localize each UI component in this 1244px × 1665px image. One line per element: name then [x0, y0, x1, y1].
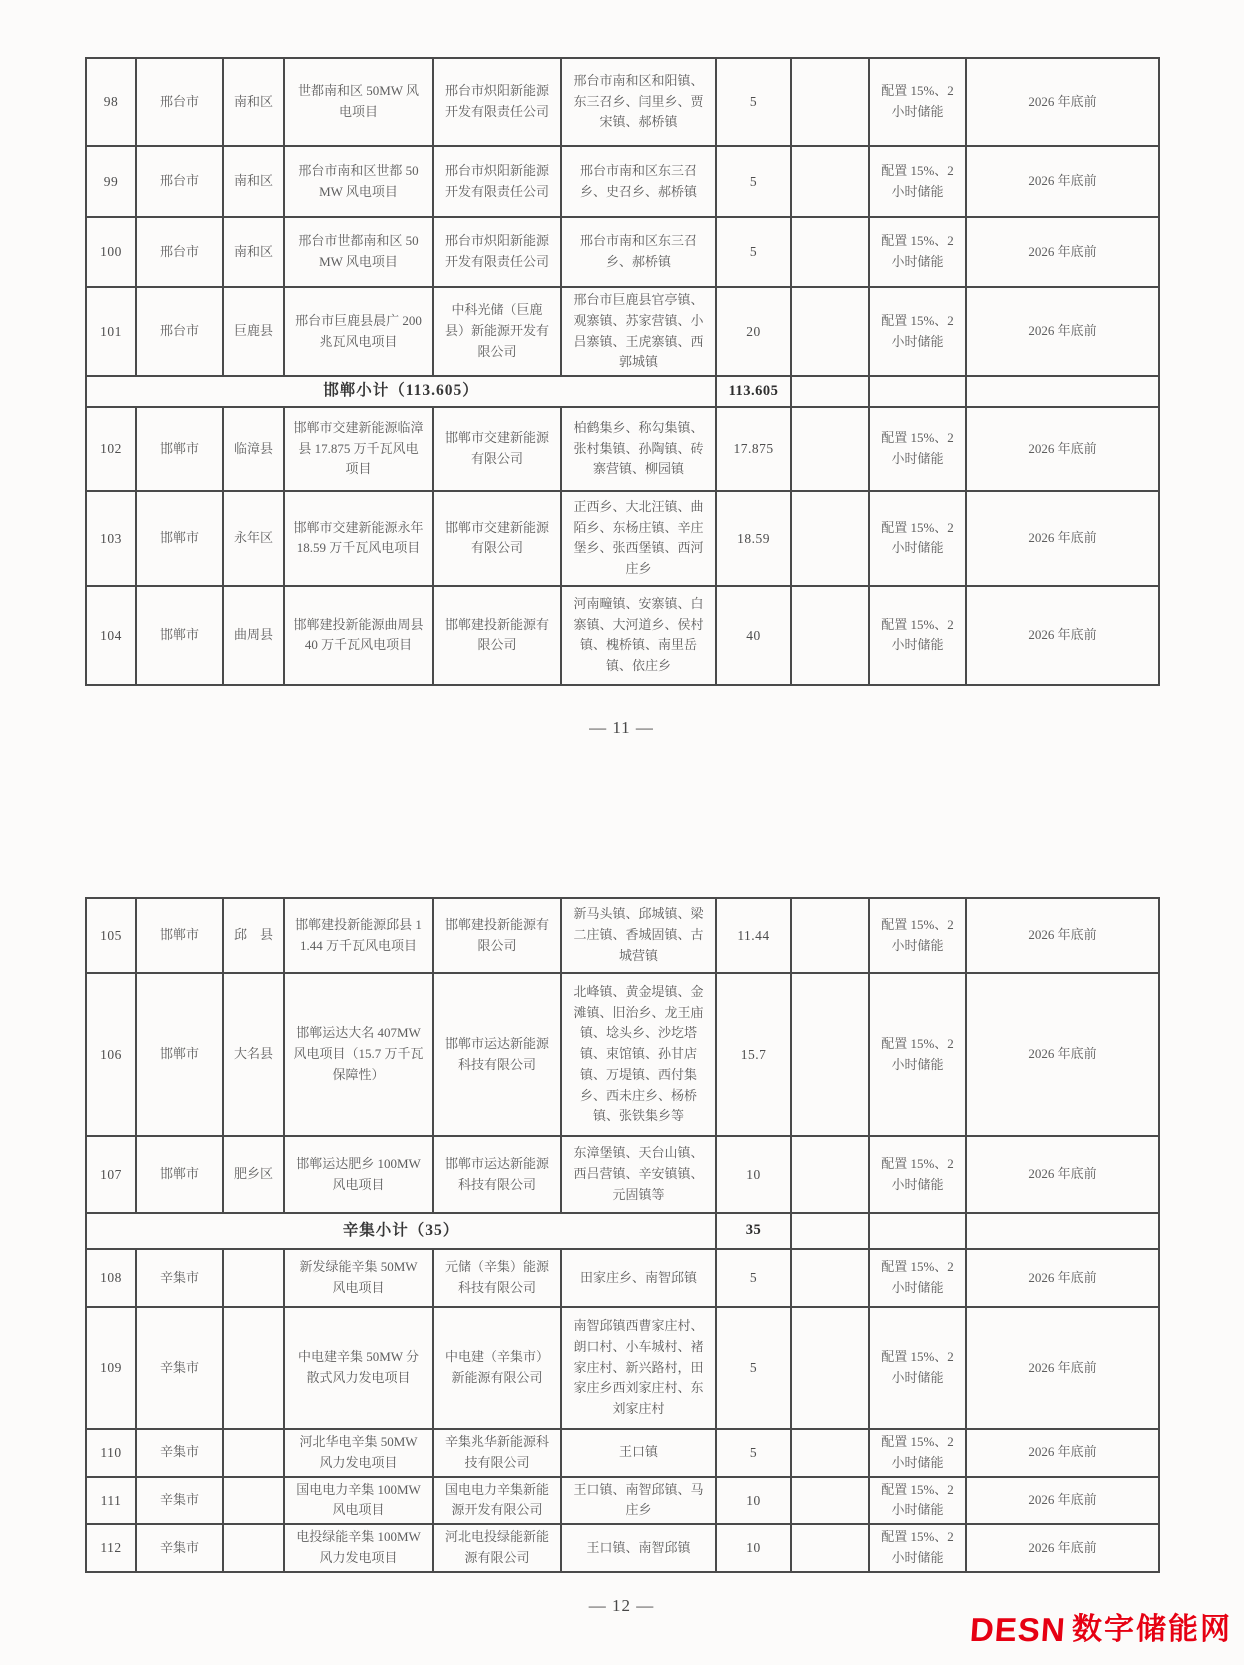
cell-county: 南和区 [223, 146, 284, 217]
cell-townships: 邢台市南和区和阳镇、东三召乡、闫里乡、贾宋镇、郝桥镇 [561, 58, 716, 146]
cell-capacity: 10 [716, 1524, 791, 1572]
cell-deadline: 2026 年底前 [966, 586, 1159, 685]
cell-capacity: 40 [716, 586, 791, 685]
cell-townships: 王口镇、南智邱镇、马庄乡 [561, 1477, 716, 1525]
cell-subtotal-label: 辛集小计（35） [86, 1213, 716, 1249]
cell-storage: 配置 15%、2 小时储能 [869, 1477, 966, 1525]
cell-townships: 南智邱镇西曹家庄村、朗口村、小车城村、褚家庄村、新兴路村，田家庄乡西刘家庄村、东刘家庄村 [561, 1307, 716, 1429]
cell-deadline [966, 376, 1159, 407]
cell-no: 108 [86, 1249, 136, 1307]
cell-deadline: 2026 年底前 [966, 407, 1159, 491]
cell-storage: 配置 15%、2 小时储能 [869, 217, 966, 287]
cell-storage: 配置 15%、2 小时储能 [869, 1429, 966, 1477]
cell-county [223, 1307, 284, 1429]
cell-project: 电投绿能辛集 100MW 风力发电项目 [284, 1524, 433, 1572]
cell-capacity: 15.7 [716, 973, 791, 1136]
cell-empty [791, 1429, 869, 1477]
cell-county [223, 1524, 284, 1572]
cell-no: 105 [86, 898, 136, 973]
cell-project: 邢台市巨鹿县晨广 200 兆瓦风电项目 [284, 287, 433, 376]
cell-no: 110 [86, 1429, 136, 1477]
cell-county: 临漳县 [223, 407, 284, 491]
cell-storage: 配置 15%、2 小时储能 [869, 146, 966, 217]
cell-storage: 配置 15%、2 小时储能 [869, 1136, 966, 1213]
cell-empty [791, 898, 869, 973]
cell-city: 辛集市 [136, 1477, 223, 1525]
cell-capacity: 17.875 [716, 407, 791, 491]
cell-deadline: 2026 年底前 [966, 1429, 1159, 1477]
cell-subtotal-label: 邯郸小计（113.605） [86, 376, 716, 407]
table-row [86, 407, 1159, 491]
cell-county: 巨鹿县 [223, 287, 284, 376]
table-row [86, 973, 1159, 1136]
cell-county: 曲周县 [223, 586, 284, 685]
cell-project: 邢台市南和区世都 50MW 风电项目 [284, 146, 433, 217]
cell-county: 邱 县 [223, 898, 284, 973]
cell-company: 邯郸市运达新能源科技有限公司 [433, 1136, 561, 1213]
cell-townships: 新马头镇、邱城镇、梁二庄镇、香城固镇、古城营镇 [561, 898, 716, 973]
logo-abbr: DESN [969, 1611, 1068, 1648]
cell-capacity: 5 [716, 217, 791, 287]
cell-deadline: 2026 年底前 [966, 898, 1159, 973]
cell-city: 邢台市 [136, 146, 223, 217]
wind-projects-table-page-11 [85, 57, 1160, 686]
cell-deadline [966, 1213, 1159, 1249]
cell-city: 辛集市 [136, 1249, 223, 1307]
cell-no: 106 [86, 973, 136, 1136]
logo-text: 数字储能网 [1072, 1613, 1232, 1646]
wind-projects-table-page-12 [85, 897, 1160, 1573]
cell-no: 99 [86, 146, 136, 217]
cell-capacity: 35 [716, 1213, 791, 1249]
cell-project: 新发绿能辛集 50MW 风电项目 [284, 1249, 433, 1307]
cell-project: 邯郸运达肥乡 100MW 风电项目 [284, 1136, 433, 1213]
cell-capacity: 20 [716, 287, 791, 376]
cell-empty [791, 1213, 869, 1249]
cell-county: 大名县 [223, 973, 284, 1136]
site-logo [970, 1604, 1232, 1649]
cell-city: 邯郸市 [136, 898, 223, 973]
cell-capacity: 5 [716, 1307, 791, 1429]
cell-townships: 邢台市巨鹿县官亭镇、观寨镇、苏家营镇、小吕寨镇、王虎寨镇、西郭城镇 [561, 287, 716, 376]
cell-townships: 河南疃镇、安寨镇、白寨镇、大河道乡、侯村镇、槐桥镇、南里岳镇、依庄乡 [561, 586, 716, 685]
cell-no: 103 [86, 491, 136, 586]
cell-townships: 田家庄乡、南智邱镇 [561, 1249, 716, 1307]
cell-empty [791, 1524, 869, 1572]
cell-deadline: 2026 年底前 [966, 1477, 1159, 1525]
cell-city: 邯郸市 [136, 407, 223, 491]
cell-city: 辛集市 [136, 1524, 223, 1572]
cell-deadline: 2026 年底前 [966, 58, 1159, 146]
cell-county: 南和区 [223, 58, 284, 146]
cell-storage: 配置 15%、2 小时储能 [869, 58, 966, 146]
cell-no: 104 [86, 586, 136, 685]
cell-project: 中电建辛集 50MW 分散式风力发电项目 [284, 1307, 433, 1429]
cell-county [223, 1429, 284, 1477]
cell-deadline: 2026 年底前 [966, 973, 1159, 1136]
cell-empty [791, 287, 869, 376]
table-row [86, 58, 1159, 146]
cell-project: 河北华电辛集 50MW 风力发电项目 [284, 1429, 433, 1477]
cell-project: 国电电力辛集 100MW 风电项目 [284, 1477, 433, 1525]
cell-storage: 配置 15%、2 小时储能 [869, 1524, 966, 1572]
cell-project: 邯郸建投新能源邱县 11.44 万千瓦风电项目 [284, 898, 433, 973]
cell-storage [869, 376, 966, 407]
cell-county [223, 1477, 284, 1525]
cell-storage: 配置 15%、2 小时储能 [869, 1249, 966, 1307]
cell-project: 世都南和区 50MW 风电项目 [284, 58, 433, 146]
cell-project: 邯郸运达大名 407MW 风电项目（15.7 万千瓦保障性） [284, 973, 433, 1136]
cell-deadline: 2026 年底前 [966, 491, 1159, 586]
cell-townships: 正西乡、大北汪镇、曲陌乡、东杨庄镇、辛庄堡乡、张西堡镇、西河庄乡 [561, 491, 716, 586]
cell-empty [791, 376, 869, 407]
cell-county: 肥乡区 [223, 1136, 284, 1213]
cell-company: 邯郸市运达新能源科技有限公司 [433, 973, 561, 1136]
table-row [86, 1429, 1159, 1477]
table-row [86, 1136, 1159, 1213]
cell-empty [791, 146, 869, 217]
cell-company: 邢台市炽阳新能源开发有限责任公司 [433, 58, 561, 146]
cell-capacity: 11.44 [716, 898, 791, 973]
cell-company: 中电建（辛集市）新能源有限公司 [433, 1307, 561, 1429]
table-row [86, 217, 1159, 287]
table-row [86, 146, 1159, 217]
cell-storage: 配置 15%、2 小时储能 [869, 898, 966, 973]
cell-no: 109 [86, 1307, 136, 1429]
cell-project: 邯郸市交建新能源临漳县 17.875 万千瓦风电项目 [284, 407, 433, 491]
cell-townships: 柏鹤集乡、称勾集镇、张村集镇、孙陶镇、砖寨营镇、柳园镇 [561, 407, 716, 491]
cell-storage [869, 1213, 966, 1249]
cell-storage: 配置 15%、2 小时储能 [869, 407, 966, 491]
cell-storage: 配置 15%、2 小时储能 [869, 973, 966, 1136]
cell-project: 邯郸建投新能源曲周县 40 万千瓦风电项目 [284, 586, 433, 685]
cell-company: 中科光储（巨鹿县）新能源开发有限公司 [433, 287, 561, 376]
cell-city: 邯郸市 [136, 1136, 223, 1213]
cell-empty [791, 973, 869, 1136]
cell-no: 107 [86, 1136, 136, 1213]
cell-no: 102 [86, 407, 136, 491]
cell-empty [791, 1477, 869, 1525]
cell-city: 邢台市 [136, 217, 223, 287]
table-row [86, 287, 1159, 376]
cell-storage: 配置 15%、2 小时储能 [869, 586, 966, 685]
table-row [86, 1524, 1159, 1572]
cell-townships: 邢台市南和区东三召乡、史召乡、郝桥镇 [561, 146, 716, 217]
cell-project: 邯郸市交建新能源永年 18.59 万千瓦风电项目 [284, 491, 433, 586]
cell-deadline: 2026 年底前 [966, 287, 1159, 376]
cell-empty [791, 217, 869, 287]
cell-townships: 邢台市南和区东三召乡、郝桥镇 [561, 217, 716, 287]
cell-townships: 东漳堡镇、天台山镇、西吕营镇、辛安镇镇、元固镇等 [561, 1136, 716, 1213]
cell-company: 辛集兆华新能源科技有限公司 [433, 1429, 561, 1477]
cell-storage: 配置 15%、2 小时储能 [869, 287, 966, 376]
cell-capacity: 10 [716, 1477, 791, 1525]
cell-company: 邢台市炽阳新能源开发有限责任公司 [433, 146, 561, 217]
cell-empty [791, 1249, 869, 1307]
cell-company: 元储（辛集）能源科技有限公司 [433, 1249, 561, 1307]
cell-city: 邢台市 [136, 287, 223, 376]
cell-city: 邯郸市 [136, 973, 223, 1136]
subtotal-row [86, 1213, 1159, 1249]
cell-empty [791, 407, 869, 491]
cell-county [223, 1249, 284, 1307]
cell-deadline: 2026 年底前 [966, 217, 1159, 287]
cell-capacity: 10 [716, 1136, 791, 1213]
cell-deadline: 2026 年底前 [966, 1307, 1159, 1429]
table-row [86, 586, 1159, 685]
cell-empty [791, 58, 869, 146]
page-number-12: — 12 — [588, 1596, 655, 1615]
cell-project: 邢台市世都南和区 50MW 风电项目 [284, 217, 433, 287]
cell-no: 101 [86, 287, 136, 376]
cell-capacity: 5 [716, 1429, 791, 1477]
cell-townships: 北峰镇、黄金堤镇、金滩镇、旧治乡、龙王庙镇、埝头乡、沙圪塔镇、束馆镇、孙甘店镇、万堤镇、西付集乡、西未庄乡、杨桥镇、张铁集乡等 [561, 973, 716, 1136]
cell-county: 南和区 [223, 217, 284, 287]
subtotal-row [86, 376, 1159, 407]
cell-company: 河北电投绿能新能源有限公司 [433, 1524, 561, 1572]
cell-storage: 配置 15%、2 小时储能 [869, 1307, 966, 1429]
cell-no: 111 [86, 1477, 136, 1525]
cell-empty [791, 586, 869, 685]
cell-company: 邢台市炽阳新能源开发有限责任公司 [433, 217, 561, 287]
cell-city: 辛集市 [136, 1307, 223, 1429]
cell-capacity: 113.605 [716, 376, 791, 407]
cell-company: 邯郸市交建新能源有限公司 [433, 491, 561, 586]
cell-storage: 配置 15%、2 小时储能 [869, 491, 966, 586]
table-row [86, 1477, 1159, 1525]
table-row [86, 898, 1159, 973]
cell-empty [791, 1307, 869, 1429]
table-row [86, 491, 1159, 586]
cell-company: 国电电力辛集新能源开发有限公司 [433, 1477, 561, 1525]
cell-no: 98 [86, 58, 136, 146]
cell-capacity: 5 [716, 146, 791, 217]
cell-no: 112 [86, 1524, 136, 1572]
cell-deadline: 2026 年底前 [966, 1136, 1159, 1213]
table-row [86, 1249, 1159, 1307]
cell-deadline: 2026 年底前 [966, 1249, 1159, 1307]
cell-company: 邯郸建投新能源有限公司 [433, 586, 561, 685]
cell-deadline: 2026 年底前 [966, 1524, 1159, 1572]
cell-empty [791, 1136, 869, 1213]
cell-townships: 王口镇 [561, 1429, 716, 1477]
cell-empty [791, 491, 869, 586]
page-number-11: — 11 — [589, 718, 654, 737]
cell-company: 邯郸市交建新能源有限公司 [433, 407, 561, 491]
cell-no: 100 [86, 217, 136, 287]
cell-county: 永年区 [223, 491, 284, 586]
cell-company: 邯郸建投新能源有限公司 [433, 898, 561, 973]
cell-city: 邢台市 [136, 58, 223, 146]
cell-city: 辛集市 [136, 1429, 223, 1477]
cell-deadline: 2026 年底前 [966, 146, 1159, 217]
cell-capacity: 5 [716, 58, 791, 146]
cell-capacity: 18.59 [716, 491, 791, 586]
cell-capacity: 5 [716, 1249, 791, 1307]
cell-city: 邯郸市 [136, 586, 223, 685]
cell-townships: 王口镇、南智邱镇 [561, 1524, 716, 1572]
cell-city: 邯郸市 [136, 491, 223, 586]
table-row [86, 1307, 1159, 1429]
